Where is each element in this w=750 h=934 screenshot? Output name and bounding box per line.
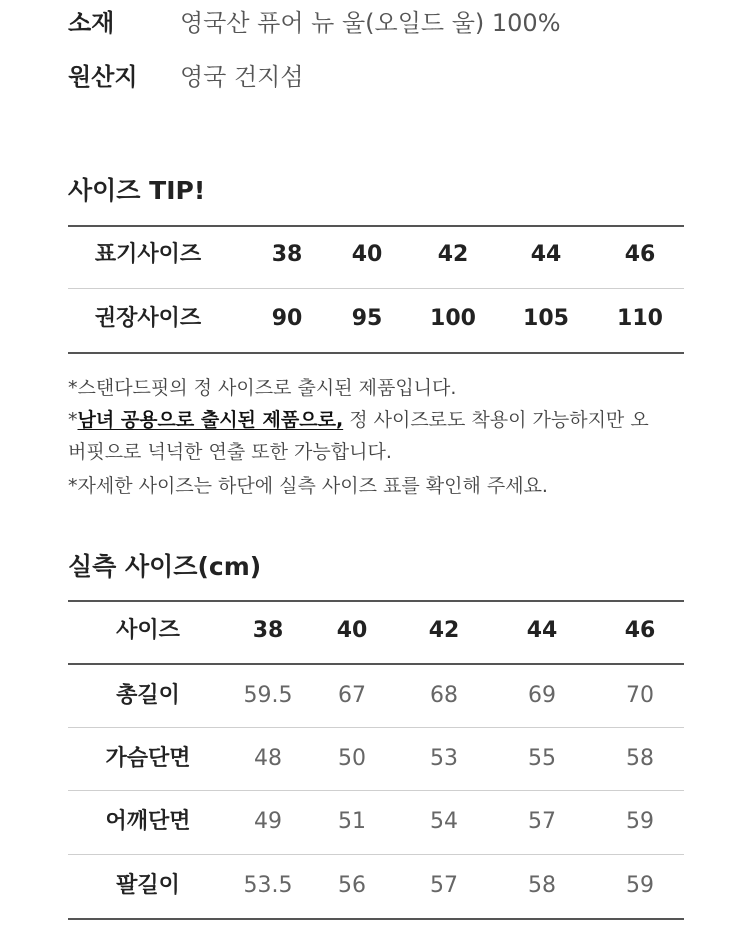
- table-cell: 53: [430, 746, 458, 771]
- note-overfit: 버핏으로 넉넉한 연출 또한 가능합니다.: [68, 441, 392, 463]
- note-prefix: *: [68, 409, 78, 431]
- header-divider: [68, 663, 684, 665]
- table-cell: 110: [617, 306, 663, 331]
- header-cell: 38: [252, 618, 284, 643]
- table-cell: 68: [430, 683, 458, 708]
- origin-label: 원산지: [68, 63, 138, 91]
- note-emphasis: 남녀 공용으로 출시된 제품으로,: [77, 409, 344, 431]
- table-cell: 42: [437, 242, 469, 267]
- header-cell: 44: [526, 618, 558, 643]
- table-cell: 70: [626, 683, 654, 708]
- table-cell: 56: [338, 873, 366, 898]
- size-tip-title: 사이즈 TIP!: [68, 176, 206, 205]
- table-cell: 46: [624, 242, 656, 267]
- row-divider: [68, 854, 684, 855]
- table-cell: 67: [338, 683, 366, 708]
- table-cell: 48: [254, 746, 282, 771]
- table-cell: 55: [528, 746, 556, 771]
- table-cell: 54: [430, 809, 458, 834]
- table-cell: 105: [523, 306, 569, 331]
- table-cell: 100: [430, 306, 476, 331]
- table-cell: 38: [271, 242, 303, 267]
- table-cell: 40: [351, 242, 383, 267]
- table-cell: 58: [626, 746, 654, 771]
- table-cell: 53.5: [243, 873, 293, 898]
- table-cell: 59: [626, 873, 654, 898]
- row-label: 권장사이즈: [94, 306, 202, 331]
- header-cell: 40: [336, 618, 368, 643]
- row-label: 팔길이: [116, 873, 180, 898]
- row-divider: [68, 727, 684, 728]
- table-cell: 95: [351, 306, 383, 331]
- note-see-below: *자세한 사이즈는 하단에 실측 사이즈 표를 확인해 주세요.: [68, 475, 548, 497]
- row-label: 가슴단면: [105, 746, 191, 771]
- table-cell: 49: [254, 809, 282, 834]
- row-label: 어깨단면: [105, 809, 191, 834]
- table-cell: 90: [271, 306, 303, 331]
- note-standard-fit: *스탠다드핏의 정 사이즈로 출시된 제품입니다.: [68, 377, 457, 399]
- header-label: 사이즈: [116, 618, 180, 643]
- table-cell: 57: [528, 809, 556, 834]
- material-label: 소재: [68, 9, 115, 37]
- note-unisex: [68, 404, 649, 436]
- table-cell: 58: [528, 873, 556, 898]
- table-cell: 51: [338, 809, 366, 834]
- header-cell: 46: [624, 618, 656, 643]
- material-value: 영국산 퓨어 뉴 울(오일드 울) 100%: [180, 9, 561, 37]
- note-rest: 정 사이즈로도 착용이 가능하지만 오: [343, 409, 649, 431]
- row-divider: [68, 790, 684, 791]
- header-cell: 42: [428, 618, 460, 643]
- table-cell: 50: [338, 746, 366, 771]
- table-cell: 44: [530, 242, 562, 267]
- origin-value: 영국 건지섬: [180, 63, 304, 91]
- table-cell: 59.5: [243, 683, 293, 708]
- table-top-rule: [68, 600, 684, 602]
- table-bottom-rule: [68, 918, 684, 920]
- row-label: 총길이: [116, 683, 180, 708]
- row-label: 표기사이즈: [94, 242, 202, 267]
- table-bottom-rule: [68, 352, 684, 354]
- table-cell: 59: [626, 809, 654, 834]
- table-cell: 57: [430, 873, 458, 898]
- table-top-rule: [68, 225, 684, 227]
- row-divider: [68, 288, 684, 289]
- table-cell: 69: [528, 683, 556, 708]
- actual-size-title: 실측 사이즈(cm): [68, 552, 262, 581]
